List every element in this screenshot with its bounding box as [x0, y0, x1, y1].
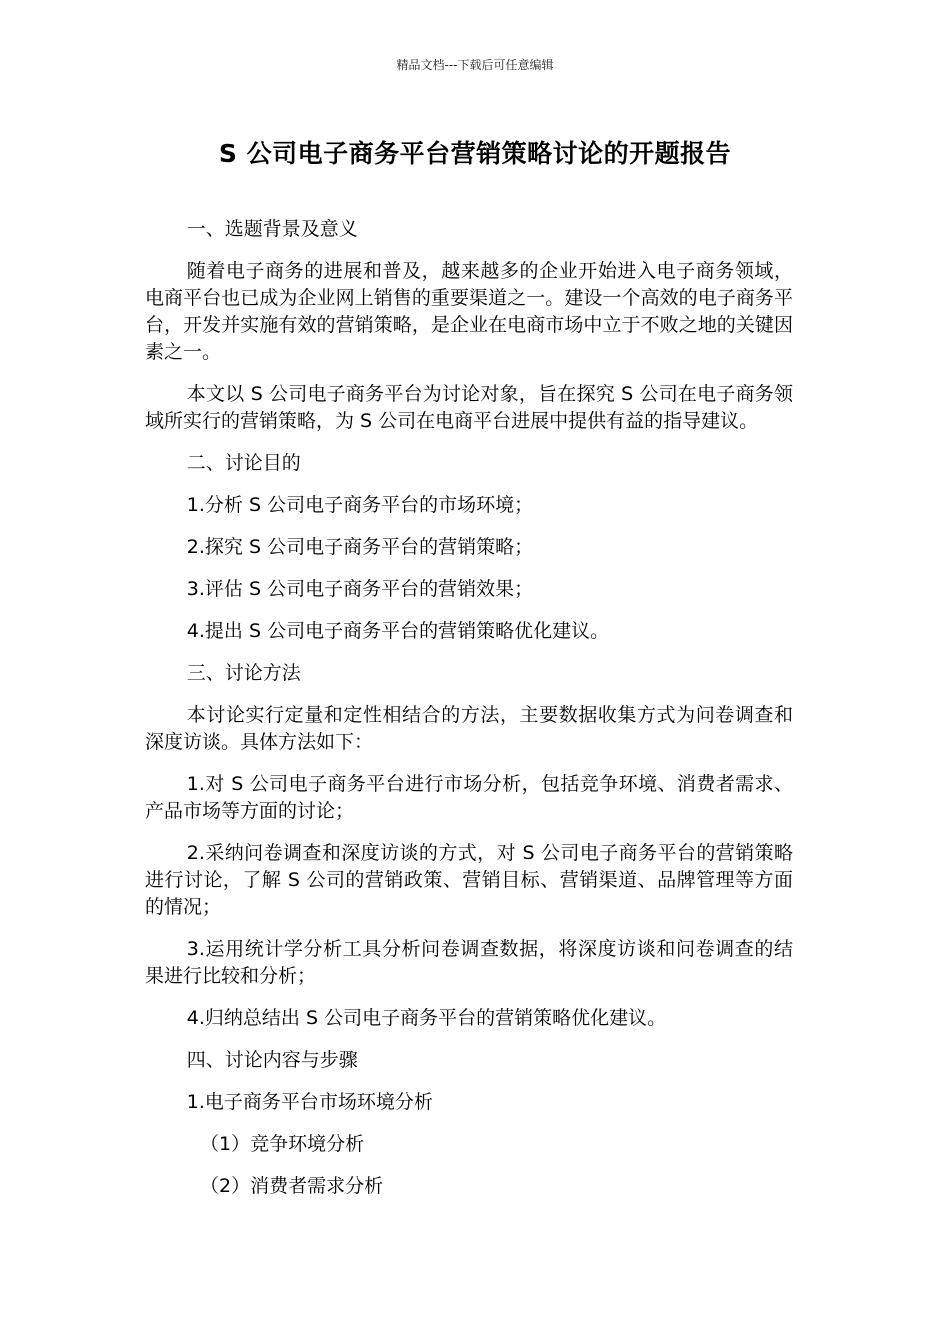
document-title: S 公司电子商务平台营销策略讨论的开题报告 [218, 139, 732, 168]
purpose-item-1: 1.分析 S 公司电子商务平台的市场环境； [186, 494, 534, 516]
method-item-2: 2.采纳问卷调查和深度访谈的方式，对 S 公司电子商务平台的营销策略进行讨论，了解 S 公司的营销政策、营销目标、营销渠道、品牌管理等方面的情况； [145, 842, 793, 918]
method-item-3: 3.运用统计学分析工具分析问卷调查数据，将深度访谈和问卷调查的结果进行比较和分析； [145, 938, 793, 987]
section-heading-purpose: 二、讨论目的 [186, 452, 301, 474]
section-heading-background: 一、选题背景及意义 [186, 218, 358, 240]
purpose-item-4: 4.提出 S 公司电子商务平台的营销策略优化建议。 [186, 620, 610, 642]
content-item-1: 1.电子商务平台市场环境分析 [186, 1091, 433, 1113]
paragraph-method-intro: 本讨论实行定量和定性相结合的方法，主要数据收集方式为问卷调查和深度访谈。具体方法如下： [145, 704, 793, 753]
document-body [145, 216, 793, 1215]
section-heading-content: 四、讨论内容与步骤 [186, 1049, 358, 1071]
section-heading-method: 三、讨论方法 [186, 662, 301, 684]
header-note: 精品文档---下载后可任意编辑 [396, 58, 554, 72]
paragraph-background-2: 本文以 S 公司电子商务平台为讨论对象，旨在探究 S 公司在电子商务领域所实行的营销策略，为 S 公司在电商平台进展中提供有益的指导建议。 [145, 383, 793, 432]
paragraph-background-1: 随着电子商务的进展和普及，越来越多的企业开始进入电子商务领域，电商平台也已成为企业网上销售的重要渠道之一。建设一个高效的电子商务平台，开发并实施有效的营销策略，是企业在电商市场中立于不败之地的关键因素之一。 [145, 260, 793, 363]
purpose-item-2: 2.探究 S 公司电子商务平台的营销策略； [186, 536, 534, 558]
content-subitem-2: （2）消费者需求分析 [200, 1175, 384, 1197]
purpose-item-3: 3.评估 S 公司电子商务平台的营销效果； [186, 578, 534, 600]
content-subitem-1: （1）竞争环境分析 [200, 1133, 365, 1155]
method-item-4: 4.归纳总结出 S 公司电子商务平台的营销策略优化建议。 [186, 1007, 667, 1029]
method-item-1: 1.对 S 公司电子商务平台进行市场分析，包括竞争环境、消费者需求、产品市场等方面的讨论； [145, 773, 793, 822]
